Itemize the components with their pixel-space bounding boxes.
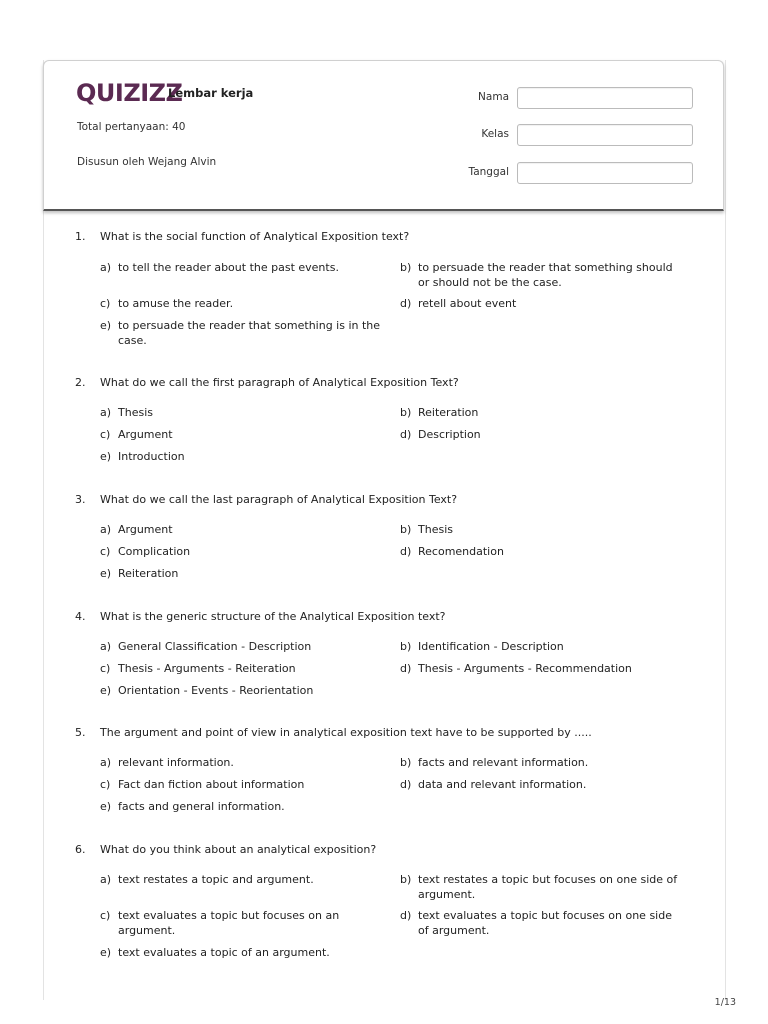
option-letter: d) bbox=[400, 545, 412, 558]
option-text: text restates a topic but focuses on one side of argument. bbox=[418, 873, 678, 901]
worksheet-subtitle: Lembar kerja bbox=[168, 86, 254, 100]
question-text: What is the social function of Analytical Exposition text? bbox=[100, 230, 410, 243]
question-number: 5. bbox=[75, 726, 86, 739]
option-letter: e) bbox=[100, 684, 112, 697]
option-text: Description bbox=[418, 428, 481, 441]
option-letter: c) bbox=[100, 428, 111, 441]
option-text: Identification - Description bbox=[418, 640, 564, 653]
option-text: text evaluates a topic but focuses on an argument. bbox=[118, 909, 340, 937]
option-text: Thesis - Arguments - Reiteration bbox=[118, 662, 296, 675]
option-text: Recomendation bbox=[418, 545, 504, 558]
option-letter: b) bbox=[400, 261, 412, 274]
option-letter: a) bbox=[100, 406, 112, 419]
question-number: 6. bbox=[75, 843, 86, 856]
worksheet-header bbox=[43, 60, 724, 211]
total-questions: Total pertanyaan: 40 bbox=[77, 121, 186, 133]
option-letter: d) bbox=[400, 428, 412, 441]
option-letter: d) bbox=[400, 297, 412, 310]
option-text: text restates a topic and argument. bbox=[118, 873, 314, 886]
option-text: Introduction bbox=[118, 450, 185, 463]
question-text: What is the generic structure of the Analytical Exposition text? bbox=[100, 610, 446, 623]
option-text: Argument bbox=[118, 428, 173, 441]
option-text: Reiteration bbox=[118, 567, 179, 580]
date-label: Tanggal bbox=[468, 166, 509, 178]
option-text: General Classification - Description bbox=[118, 640, 312, 653]
option-letter: c) bbox=[100, 909, 111, 922]
option-letter: b) bbox=[400, 406, 412, 419]
option-letter: c) bbox=[100, 297, 111, 310]
option-letter: a) bbox=[100, 523, 112, 536]
question-text: What do we call the first paragraph of Analytical Exposition Text? bbox=[100, 376, 459, 389]
quizizz-logo: QUIZIZZ bbox=[76, 79, 183, 107]
option-letter: a) bbox=[100, 756, 112, 769]
date-field[interactable] bbox=[517, 162, 693, 184]
option-text: to persuade the reader that something should or should not be the case. bbox=[418, 261, 673, 289]
option-letter: d) bbox=[400, 778, 412, 791]
option-text: Thesis bbox=[118, 406, 153, 419]
question-text: What do we call the last paragraph of Analytical Exposition Text? bbox=[100, 493, 458, 506]
option-text: Thesis bbox=[418, 523, 453, 536]
option-text: retell about event bbox=[418, 297, 517, 310]
question-number: 1. bbox=[75, 230, 86, 243]
option-text: Orientation - Events - Reorientation bbox=[118, 684, 314, 697]
option-text: data and relevant information. bbox=[418, 778, 587, 791]
option-letter: b) bbox=[400, 756, 412, 769]
author-line: Disusun oleh Wejang Alvin bbox=[77, 156, 217, 168]
option-text: Thesis - Arguments - Recommendation bbox=[418, 662, 632, 675]
option-text: Reiteration bbox=[418, 406, 479, 419]
option-letter: a) bbox=[100, 873, 112, 886]
option-text: to persuade the reader that something is in the case. bbox=[118, 319, 381, 347]
option-letter: c) bbox=[100, 545, 111, 558]
question-number: 3. bbox=[75, 493, 86, 506]
class-label: Kelas bbox=[481, 128, 509, 140]
option-letter: c) bbox=[100, 778, 111, 791]
option-letter: e) bbox=[100, 450, 112, 463]
name-label: Nama bbox=[478, 91, 509, 103]
option-text: text evaluates a topic but focuses on one side of argument. bbox=[418, 909, 672, 937]
question-text: The argument and point of view in analytical exposition text have to be supported by ..... bbox=[100, 726, 592, 739]
option-text: text evaluates a topic of an argument. bbox=[118, 946, 330, 959]
option-text: to tell the reader about the past events. bbox=[118, 261, 339, 274]
option-letter: e) bbox=[100, 800, 112, 813]
option-text: facts and relevant information. bbox=[418, 756, 589, 769]
option-letter: a) bbox=[100, 261, 112, 274]
option-letter: c) bbox=[100, 662, 111, 675]
option-letter: a) bbox=[100, 640, 112, 653]
option-text: relevant information. bbox=[118, 756, 234, 769]
question-text: What do you think about an analytical exposition? bbox=[100, 843, 377, 856]
option-letter: d) bbox=[400, 662, 412, 675]
option-letter: b) bbox=[400, 640, 412, 653]
option-text: Complication bbox=[118, 545, 191, 558]
question-number: 4. bbox=[75, 610, 86, 623]
option-letter: e) bbox=[100, 946, 112, 959]
option-letter: e) bbox=[100, 567, 112, 580]
class-field[interactable] bbox=[517, 124, 693, 146]
option-letter: b) bbox=[400, 523, 412, 536]
page-indicator: 1/13 bbox=[714, 997, 736, 1008]
option-text: Fact dan fiction about information bbox=[118, 778, 305, 791]
name-field[interactable] bbox=[517, 87, 693, 109]
option-text: Argument bbox=[118, 523, 173, 536]
option-letter: e) bbox=[100, 319, 112, 332]
option-text: facts and general information. bbox=[118, 800, 285, 813]
option-letter: d) bbox=[400, 909, 412, 922]
option-letter: b) bbox=[400, 873, 412, 886]
question-number: 2. bbox=[75, 376, 86, 389]
option-text: to amuse the reader. bbox=[118, 297, 234, 310]
